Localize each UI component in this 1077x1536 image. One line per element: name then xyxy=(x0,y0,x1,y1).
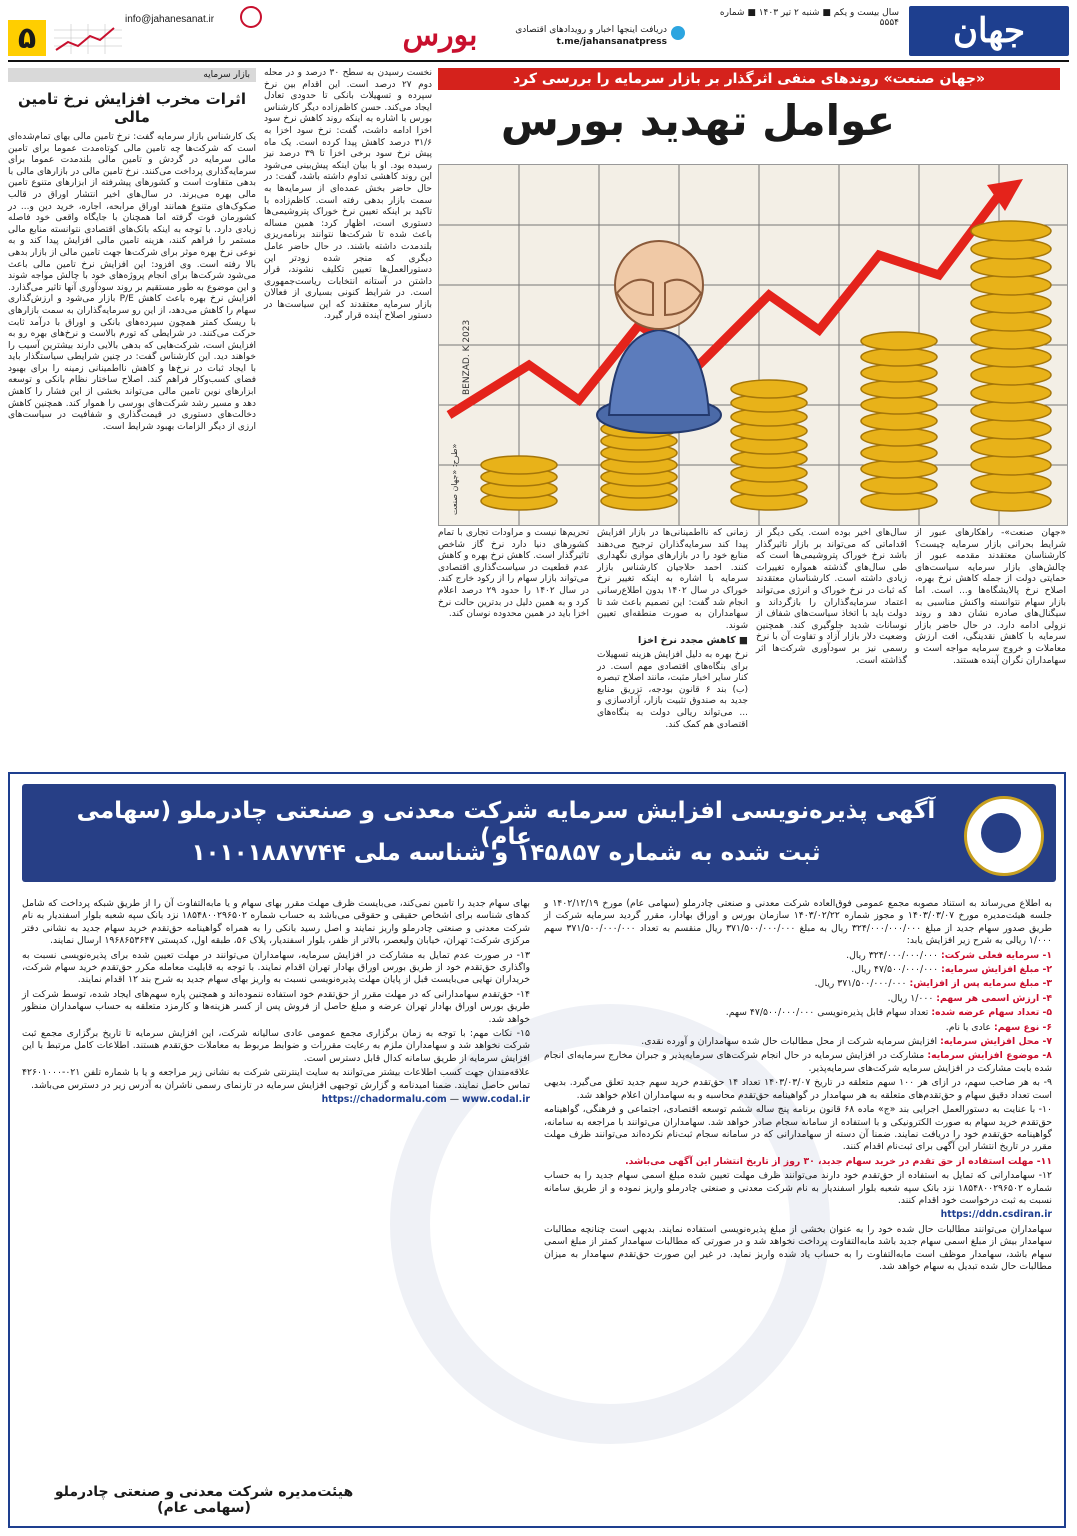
ad-box xyxy=(8,772,1066,1528)
left-article-body: یک کارشناس بازار سرمایه گفت: نرخ تامین مالی بهای تمام‌شده‌ای است که شرکت‌ها چه تامین مالی کوتاه‌مدت عموما برای تامین مالی سرمایه در گردش و تامین مالی بلندمدت عموما برای سرمایه‌گذاری پرداخت می‌کنند. نرخ تامین مالی در بازارهای مالی با بدهی متفاوت است و کشورهای پیشرفته از ابزارهای متنوع تامین مالی بهره می‌برند. در سال‌های اخیر انتشار اوراق در قالب صکوک‌های متنوع همانند اوراق مرابحه، اجاره، خرید دین و... در کشورمان قوت گرفته اما همچنان با جایگاه واقعی خود فاصله زیادی دارد. با توجه به اینکه بانک‌های اقتصادی نتوانسته منابع مالی مستمر را فراهم کنند، هزینه تامین مالی افزایش پیدا کند و به نوعی نرخ بهره موثر برای شرکت‌ها جهت تامین مالی از بازار بدهی بالا رفته است. وی افزود: این افزایش نرخ تامین مالی باعث می‌شود شرکت‌ها برای انجام پروژه‌های خود با چالش مواجه شوند و این موضوع به طور مستقیم بر روند سودآوری آنها تاثیر می‌گذارد. افزایش نرخ بهره باعث کاهش P/E بازار می‌شود و ارزش‌گذاری سهام را کاهش می‌دهد، از این رو سرمایه‌گذاران به سمت بازارهای با ریسک کمتر همچون سپرده‌های بانکی و اوراق با درآمد ثابت حرکت می‌کنند. در شرایطی که تورم بالاست و نرخ‌های بهره رو به افزایش است، شرکت‌هایی که بدهی بالایی دارند بیشترین آسیب را خواهند دید. این کارشناس گفت: در چنین شرایطی سیاستگذار باید با ایجاد ثبات در نرخ‌ها و کاهش نااطمینانی زمینه را برای بهبود فضای کسب‌وکار فراهم کند. اصلاح ساختار نظام بانکی و توسعه ابزارهای نوین تامین مالی می‌تواند بخشی از این فشار را کاهش دهد و مسیر رشد شرکت‌های بورسی را هموار کند. همچنین کاهش دخالت‌های دستوری در قیمت‌گذاری و شفافیت در سیاست‌های ارزی از دیگر الزامات بهبود شرایط است. xyxy=(8,132,256,432)
story-columns xyxy=(438,528,1066,768)
email-link[interactable]: info@jahanesanat.ir xyxy=(125,14,215,25)
ad-link-website[interactable]: https://chadormalu.com xyxy=(321,1094,447,1106)
story-kicker: «جهان صنعت» روندهای منفی اثرگذار بر بازار سرمایه را بررسی کرد xyxy=(438,68,1060,90)
ad-intro: به اطلاع می‌رساند به استناد مصوبه مجمع عمومی فوق‌العاده شرکت معدنی و صنعتی چادرملو (سهامی عام) مورخ ۱۴۰۲/۱۲/۱۹ و جلسه هیئت‌مدیره مورخ ۱۴۰۳/۰۳/۰۷ و مجوز شماره ۱۴۰۳/۰۲/۲۲ سازمان بورس و اوراق بهادار، مقرر گردید سرمایه شرکت از طریق صدور سهام جدید از مبلغ ۳۲۴/۰۰۰/۰۰۰/۰۰۰ ریال به مبلغ ۳۷۱/۵۰۰/۰۰۰/۰۰۰ ریال منقسم به تعداد ۳۷۱/۵۰۰/۰۰۰/۰۰۰ سهم ۱/۰۰۰ ریالی به شرح زیر افزایش یابد: xyxy=(544,898,1052,947)
ad-para-13: ۱۳- در صورت عدم تمایل به مشارکت در افزایش سرمایه، سهامداران می‌توانند در مهلت تعیین شده برای پذیره‌نویسی نسبت به واگذاری حق‌تقدم خود از طریق بورس اوراق بهادار تهران اقدام نمایند. با توجه به قابلیت معامله مکرر حق‌تقدم خرید سهام شرکت، خریداران نهایی می‌بایست قبل از پایان مهلت پذیره‌نویسی نسبت به واریز بهای سهام جدید به شرح بند ۱۲ اقدام نمایند. xyxy=(22,949,530,986)
ad-link-ddn[interactable]: https://ddn.csdiran.ir xyxy=(940,1209,1052,1221)
ad-left-top: بهای سهام جدید را تامین نمی‌کند، می‌بایست ظرف مهلت مقرر بهای سهام و یا مابه‌التفاوت آن را از طریق شبکه پرداخت که شامل کدهای شناسه برای اشخاص حقیقی و حقوقی می‌باشد به حساب شماره ۱۸۵۴۸۰۰۲۹۶۵۰۲ نزد بانک سپه شعبه بلوار اسفندیار به نام شرکت معدنی و صنعتی چادرملو واریز نمایند و اصل رسید بانکی را به همراه گواهینامه حق‌تقدم خرید سهام جدید به نشانی دفتر مرکزی شرکت: تهران، خیابان ولیعصر، بالاتر از ظفر، بلوار اسفندیار، پلاک ۵۶، طبقه اول، کدپستی ۱۹۶۸۶۵۳۶۴۷ ارسال نمایند. xyxy=(22,898,530,947)
article-tag: بازار سرمایه xyxy=(8,68,256,82)
cartoon-source: طرح: «جهان صنعت» xyxy=(450,443,459,515)
telegram-promo[interactable] xyxy=(467,24,667,48)
ad-title: آگهی پذیره‌نویسی افزایش سرمایه شرکت معدنی و صنعتی چادرملو (سهامی عام) xyxy=(76,798,936,850)
ad-link-codal[interactable]: www.codal.ir xyxy=(461,1094,530,1106)
ad-subtitle: ثبت شده به شماره ۱۴۵۸۵۷ و شناسه ملی ۱۰۱۰۱۸۸۷۷۴۴ xyxy=(191,840,821,866)
ad-item: ۳- مبلغ سرمایه پس از افزایش: ۳۷۱/۵۰۰/۰۰۰/۰۰۰ ریال. xyxy=(814,978,1052,990)
telegram-icon xyxy=(671,26,685,40)
ad-item: ۸- موضوع افزایش سرمایه: مشارکت در افزایش سرمایه در حال انجام شرکت‌های سرمایه‌پذیر و جبران مخارج سرمایه‌ای انجام شده بابت مشارکت در افزایش سرمایه شرکت‌های سرمایه‌پذیر. xyxy=(544,1050,1052,1074)
left-article xyxy=(8,68,256,768)
ad-right-tail: سهامداران می‌توانند مطالبات حال شده خود را به عنوان بخشی از مبلغ پذیره‌نویسی استفاده نمایند. بدیهی است چنانچه مطالبات سهامدار بیش از مبلغ اسمی سهام جدید باشد مابه‌التفاوت پرداخت نخواهد شد و در صورتی که مطالبات سهامدار کمتر از مبلغ اسمی سهام باشد، سهامدار موظف است مابه‌التفاوت را به حساب یاد شده واریز نماید. در غیر این صورت حق‌تقدم سهامدار به میزان مطالبات حال شده تبدیل به سهام خواهد شد. xyxy=(544,1223,1052,1272)
ad-para-14: ۱۴- حق‌تقدم سهامدارانی که در مهلت مقرر از حق‌تقدم خود استفاده ننموده‌اند و همچنین پاره سهم‌های ایجاد شده، توسط شرکت از طریق بورس اوراق بهادار تهران عرضه و مبلغ حاصل از فروش پس از کسر هزینه‌ها و کارمزد متعلقه به حساب سهامداران منظور خواهد شد. xyxy=(22,988,530,1025)
ad-item: ۵- تعداد سهام عرضه شده: تعداد سهام قابل پذیره‌نویسی ۴۷/۵۰۰/۰۰۰/۰۰۰ سهم. xyxy=(725,1007,1052,1019)
cartoon-credit: BENZAD. K 2023 xyxy=(462,319,472,395)
story-headline: عوامل تهدید بورس xyxy=(500,96,896,145)
ad-item: ۶- نوع سهم: عادی با نام. xyxy=(945,1021,1052,1033)
issue-info: سال بیست و یکم ■ شنبه ۲ تیر ۱۴۰۳ ■ شماره ۵۵۵۴ xyxy=(719,8,899,28)
ad-para-11: ۱۱- مهلت استفاده از حق تقدم در خرید سهام جدید، ۳۰ روز از تاریخ انتشار این آگهی می‌باشد. xyxy=(625,1155,1052,1167)
ad-right-column xyxy=(544,898,1052,1518)
telegram-link[interactable]: t.me/jahansanatpress xyxy=(556,37,667,47)
middle-column-text: نخست رسیدن به سطح ۳۰ درصد و در محله دوم ۲۷ درصد است. این اقدام بین نرخ سپرده و تسهیلات بانکی تا حدودی تعادل ایجاد می‌کند. حسن کاظم‌زاده دیگر کارشناس بورس با اشاره به اینکه روند کاهش نرخ سود اخزا ادامه داشت، گفت: نرخ سود اخزا به ۳۱/۶ درصد کاهش پیدا کرده است. یک ماه پیش نرخ سود برخی اخزا تا ۳۹ درصد نیز رسیده بود. او با بیان اینکه پیش‌بینی می‌شود این روند کاهشی تداوم داشته باشد، گفت: در حال حاضر بخش عمده‌ای از سرمایه‌ها به سمت بازار بدهی رفته است. کاظم‌زاده با تاکید بر اینکه تعیین نرخ خوراک پتروشیمی‌ها دستوری است، اظهار کرد: همین مساله باعث شده تا شرکت‌ها نتوانند برنامه‌ریزی بلندمدت داشته باشند. در حال حاضر عامل دیگری که منجر شده زودتر این دستورالعمل‌ها تعیین تکلیف نشوند، قرار داشتن در آستانه انتخابات ریاست‌جمهوری است. در شرایط کنونی بسیاری از فعالان بازار سرمایه معتقدند که این سیاست‌ها در دستور اصلاح آینده قرار گیرد. xyxy=(264,68,432,322)
ad-header xyxy=(22,784,1056,882)
story-column-4: تحریم‌ها نیست و مراودات تجاری با تمام کشورهای دنیا دارد نرخ گاز شاخص تاثیرگذار است. کاهش نرخ بهره و کاهش عدم قطعیت در سیاست‌گذاری اقتصادی می‌تواند بازار سهام را از رکود خارج کند. در سال ۱۴۰۲ را حدود ۲۹ درصد اعلام کرد و به همین دلیل در بدترین حالت نرخ اخزا باید در همین محدوده نوسان کند. xyxy=(438,528,589,620)
ad-item: ۷- محل افزایش سرمایه: افزایش سرمایه شرکت از محل مطالبات حال شده سهامداران و آورده نقدی. xyxy=(641,1036,1052,1048)
ad-signature: هیئت‌مدیره شرکت معدنی و صنعتی چادرملو (سهامی عام) xyxy=(54,1484,354,1516)
section-title: بورس xyxy=(402,18,478,53)
ad-para-9: ۹- به هر صاحب سهم، در ازای هر ۱۰۰ سهم متعلقه در تاریخ ۱۴۰۳/۰۳/۰۷ تعداد ۱۴ حق‌تقدم خرید سهم جدید تعلق می‌گیرد. بدیهی است تعداد دقیق سهام و حق‌تقدم‌های متعلقه به هر سهامدار در گواهینامه حق‌تقدم محاسبه و به سهامداران اعلام خواهد شد. xyxy=(544,1077,1053,1101)
story-column-2: سال‌های اخیر بوده است. یکی دیگر از اقداماتی که می‌تواند بر بازار تاثیرگذار باشد نرخ خوراک پتروشیمی‌ها است که طی سال‌های گذشته همواره تغییرات زیادی داشته است. کارشناسان معتقدند که ثبات در نرخ خوراک و انرژی می‌تواند اعتماد سرمایه‌گذاران را بازگرداند و دولت باید با اتخاذ سیاست‌های شفاف از نوسانات شدید جلوگیری کند. همچنین وضعیت دلار بازار آزاد و تفاوت آن با نرخ رسمی نیز بر سودآوری شرکت‌ها اثر گذاشته است. xyxy=(756,528,907,666)
worried-man-figure xyxy=(597,241,721,433)
ad-para-12: ۱۲- سهامدارانی که تمایل به استفاده از حق‌تقدم خود دارند می‌توانند ظرف مهلت تعیین شده مبلغ اسمی سهام جدید را به حساب شماره ۱۸۵۴۸۰۰۲۹۶۵۰۲ نزد بانک سپه شعبه بلوار اسفندیار به نام شرکت معدنی و صنعتی چادرملو واریز نموده و از طریق سامانه نسبت به ثبت درخواست خود اقدام کنند. xyxy=(544,1170,1052,1206)
ad-note: ۱۵- نکات مهم: با توجه به زمان برگزاری مجمع عمومی عادی سالیانه شرکت، این افزایش سرمایه تا تاریخ برگزاری مجمع ثبت شرکت نخواهد شد و سهامداران ملزم به رعایت مقررات و ضوابط مربوط به معاملات حق‌تقدم هستند. اطلاعات کامل مرتبط با این افزایش سرمایه از طریق سامانه کدال قابل دسترس است. xyxy=(22,1028,530,1064)
company-logo xyxy=(964,796,1044,876)
story-intro: «جهان صنعت»- راهکارهای عبور از شرایط بحرانی بازار سرمایه چیست؟ کارشناسان معتقدند مقدمه عبور از چالش‌های بازار سرمایه سیاست‌های حمایتی دولت از جمله کاهش نرخ بهره، اصلاح نرخ پالایشگاه‌ها و... است. اما بازار سهام نتوانسته واکنش مناسبی به سیگنال‌های صادره نشان دهد و روند نزولی ادامه دارد. در حال حاضر بازار سرمایه با کاهش نقدینگی، افت ارزش معاملات و خروج سرمایه مواجه است و سهامداران نگران آینده هستند. xyxy=(915,528,1066,666)
story-column-3 xyxy=(597,528,748,768)
cartoon-illustration xyxy=(438,164,1068,526)
ad-links[interactable]: https://chadormalu.com — www.codal.ir xyxy=(321,1094,530,1106)
ad-para-10: ۱۰- با عنایت به دستورالعمل اجرایی بند «ج» ماده ۶۸ قانون برنامه پنج ساله ششم توسعه اقتصادی، اجتماعی و فرهنگی، گواهینامه حق‌تقدم خرید سهام به صورت الکترونیکی و با استفاده از سامانه سجام صادر خواهد شد. سهامداران می‌توانند با مراجعه به سامانه، گواهینامه حق‌تقدم خود را دریافت نمایند. ضمنا آن دسته از سهامدارانی که در سامانه سجام ثبت‌نام نکرده‌اند می‌توانند ظرف مهلت مقرر در تاریخ انتشار این آگهی برای ثبت‌نام اقدام کنند. xyxy=(544,1104,1052,1153)
story-subhead: ■ کاهش مجدد نرخ اخزا xyxy=(638,635,748,647)
masthead-logo: جهان xyxy=(909,6,1069,56)
page-number: ۵ xyxy=(8,20,46,56)
left-article-title: اثرات مخرب افزایش نرخ تامین مالی xyxy=(18,90,246,126)
ad-item: ۲- مبلغ افزایش سرمایه: ۴۷/۵۰۰/۰۰۰/۰۰۰ ریال. xyxy=(851,964,1052,976)
rising-chart-icon xyxy=(54,24,122,54)
coins-cartoon-svg xyxy=(439,165,1067,525)
header-divider xyxy=(8,60,1069,62)
ad-left-column xyxy=(22,898,530,1498)
ad-item: ۴- ارزش اسمی هر سهم: ۱/۰۰۰ ریال. xyxy=(887,992,1052,1004)
ad-left-tail: علاقه‌مندان جهت کسب اطلاعات بیشتر می‌توانند به سایت اینترنتی شرکت به نشانی زیر مراجعه و یا با شماره تلفن ۰۲۱-۴۲۶۰۱۰۰۰ تماس حاصل نمایند. ضمنا امیدنامه و گزارش توجیهی افزایش سرمایه در تارنمای رسمی ناشران به آدرس زیر در دسترس می‌باشد. xyxy=(22,1067,530,1091)
story-column-3-sub: نرخ بهره به دلیل افزایش هزینه تسهیلات برای بنگاه‌های اقتصادی مهم است. در کنار سایر اخبار مثبت، مانند اصلاح تبصره (ب) بند ۶ قانون بودجه، تزریق منابع جدید به صندوق تثبیت بازار، آزادسازی و ... می‌تواند ریالی دولت به بنگاه‌های اقتصادی هم کمک کند. xyxy=(597,649,749,730)
ad-item: ۱- سرمایه فعلی شرکت: ۳۲۴/۰۰۰/۰۰۰/۰۰۰ ریال. xyxy=(846,949,1052,961)
middle-column xyxy=(264,68,432,768)
story-column-3-text: زمانی که نااطمینانی‌ها در بازار افزایش پیدا کند سرمایه‌گذاران ترجیح می‌دهند منابع خود را در بازارهای موازی نگهداری کنند. احمد حلاجیان کارشناس بازار سرمایه با اشاره به اینکه تغییر نرخ خوراک در سال ۱۴۰۲ بدون اطلاع‌رسانی انجام شد گفت: این تصمیم باعث شد تا سهامداران به صورت منطقه‌ای تعیین شوند. xyxy=(597,528,748,631)
telegram-caption: دریافت اینجها اخبار و رویدادهای اقتصادی xyxy=(515,25,667,35)
